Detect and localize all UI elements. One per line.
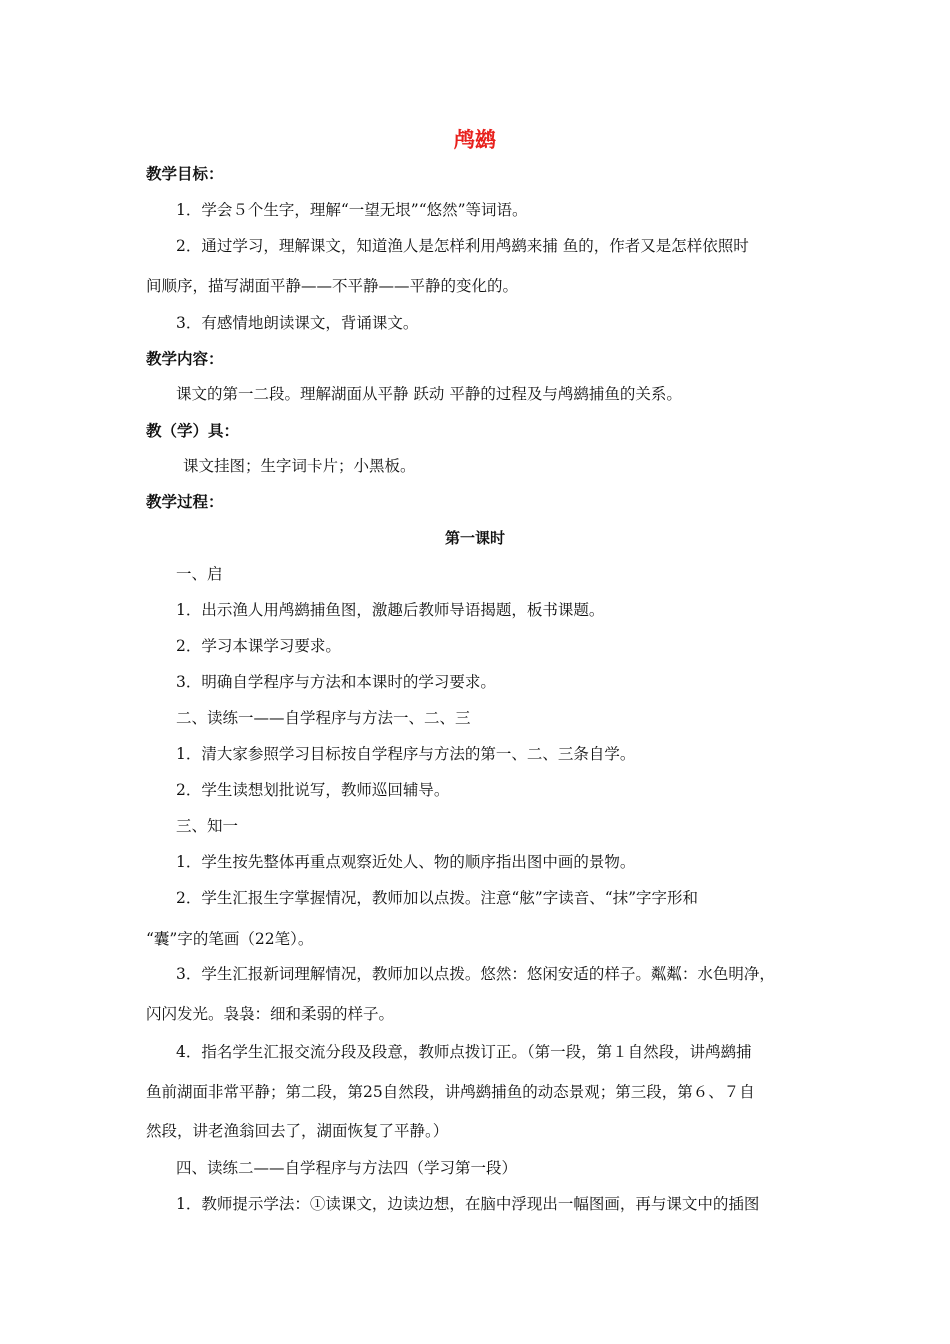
step-3-item-4-line-3: 然段，讲老渔翁回去了，湖面恢复了平静。） bbox=[146, 1122, 449, 1140]
goal-item-2-line-2: 间顺序，描写湖面平静——不平静——平静的变化的。 bbox=[146, 277, 519, 295]
step-4-heading: 四、读练二——自学程序与方法四（学习第一段） bbox=[176, 1159, 518, 1177]
step-3-item-3-line-2: 闪闪发光。袅袅：细和柔弱的样子。 bbox=[146, 1005, 395, 1023]
goal-item-3: 3．有感情地朗读课文，背诵课文。 bbox=[176, 314, 419, 332]
step-3-item-1: 1．学生按先整体再重点观察近处人、物的顺序指出图中画的景物。 bbox=[176, 853, 636, 871]
step-3-heading: 三、知一 bbox=[176, 817, 239, 835]
process-heading: 教学过程： bbox=[146, 493, 224, 511]
step-4-item-1: 1．教师提示学法：①读课文，边读边想，在脑中浮现出一幅图画，再与课文中的插图 bbox=[176, 1195, 760, 1213]
step-3-item-4-line-1: 4．指名学生汇报交流分段及段意，教师点拨订正。（第一段，第１自然段，讲鸬鹚捕 bbox=[176, 1043, 752, 1061]
step-3-item-4-line-2: 鱼前湖面非常平静；第二段，第25自然段，讲鸬鹚捕鱼的动态景观；第三段，第６、７自 bbox=[146, 1083, 755, 1101]
lesson-title: 第一课时 bbox=[444, 529, 505, 547]
tools-text: 课文挂图；生字词卡片；小黑板。 bbox=[183, 457, 416, 475]
goals-heading: 教学目标： bbox=[146, 165, 224, 183]
step-1-item-2: 2．学习本课学习要求。 bbox=[176, 637, 341, 655]
document-title: 鸬鹚 bbox=[454, 128, 496, 152]
step-1-heading: 一、启 bbox=[176, 565, 223, 583]
step-3-item-2-line-1: 2．学生汇报生字掌握情况，教师加以点拨。注意“舷”字读音、“抹”字字形和 bbox=[176, 889, 699, 907]
step-2-heading: 二、读练一——自学程序与方法一、二、三 bbox=[176, 709, 471, 727]
step-1-item-3: 3．明确自学程序与方法和本课时的学习要求。 bbox=[176, 673, 496, 691]
content-text: 课文的第一二段。理解湖面从平静 跃动 平静的过程及与鸬鹚捕鱼的关系。 bbox=[176, 385, 682, 403]
goal-item-2-line-1: 2．通过学习，理解课文，知道渔人是怎样利用鸬鹚来捕 鱼的，作者又是怎样依照时 bbox=[176, 237, 749, 255]
step-3-item-2-line-2: “囊”字的笔画（22笔）。 bbox=[146, 930, 314, 948]
tools-heading: 教（学）具： bbox=[146, 422, 240, 440]
goal-item-1: 1．学会５个生字，理解“一望无垠”“悠然”等词语。 bbox=[176, 201, 528, 219]
content-heading: 教学内容： bbox=[146, 350, 224, 368]
step-1-item-1: 1．出示渔人用鸬鹚捕鱼图，激趣后教师导语揭题，板书课题。 bbox=[176, 601, 605, 619]
step-2-item-1: 1．清大家参照学习目标按自学程序与方法的第一、二、三条自学。 bbox=[176, 745, 636, 763]
step-2-item-2: 2．学生读想划批说写，教师巡回辅导。 bbox=[176, 781, 450, 799]
step-3-item-3-line-1: 3．学生汇报新词理解情况，教师加以点拨。悠然：悠闲安适的样子。粼粼：水色明净， bbox=[176, 965, 775, 983]
